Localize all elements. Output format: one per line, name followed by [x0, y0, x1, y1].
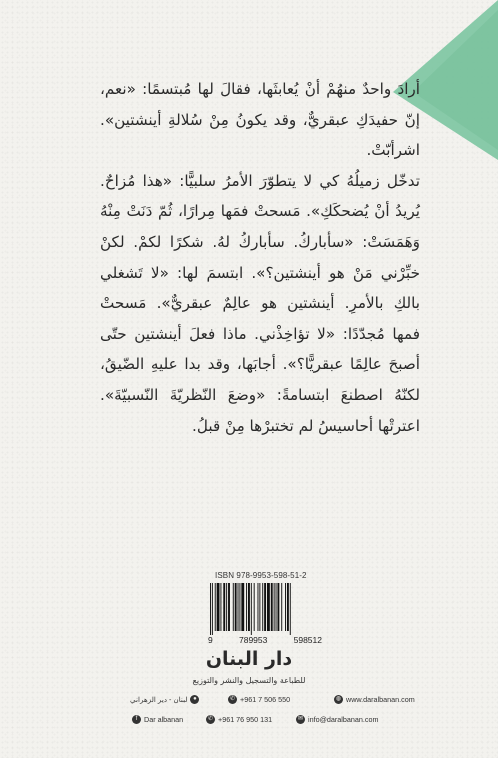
contact-web-text: www.daralbanan.com: [346, 695, 415, 704]
phone-icon: ✆: [229, 696, 236, 702]
barcode-digit-first: 9: [208, 635, 213, 645]
isbn-barcode-block: [208, 571, 322, 647]
paragraph-2: تدخّل زميلُهُ كي لا يتطوّرَ الأمرُ سلبيًّا: «هذا مُزاحٌ. يُريدُ أنْ يُضحكَكِ». مَسحتْ فمَها مِرارًا، ثُمّ دَنَتْ مِنْهُ وَهَمَسَتْ: «سأباركُ. سأباركُ لهُ. شكرًا لكمْ. لكنْ خبِّرْني مَنْ هو أينشتين؟». ابتسمَ لها: «لا تَشغلي بالكِ بالأمرِ. أينشتين هو عالِمٌ عبقريٌّ». مَسحتْ فمها مُجدّدًا: «لا تؤاخِذْني. ماذا فعلَ أينشتين حتّى أصبحَ عالِمًا عبقريًّا؟». أجابَها، وقد بدا عليهِ الضّيقُ، لكنّهُ اصطنعَ ابتسامةً: «وضعَ النّظريّةَ النّسبيّةَ». اعترتْها أحاسيسُ لم تختبرْها مِنْ قبلُ.: [100, 171, 420, 435]
contact-web: [334, 695, 415, 704]
back-cover-text: [100, 74, 420, 441]
contact-address: [130, 695, 199, 704]
isbn-label: ISBN 978-9953-598-51-2: [215, 571, 307, 580]
barcode-digits-group2: 598512: [293, 635, 322, 645]
email-icon: ✉: [297, 716, 304, 722]
contact-phone: [228, 695, 290, 704]
contact-whatsapp: [206, 715, 272, 724]
barcode-digits-group1: 789953: [238, 635, 268, 645]
contact-email-text: info@daralbanan.com: [308, 715, 379, 724]
contact-address-text: لبنان - دير الزهراني: [130, 695, 188, 704]
location-pin-icon: ●: [190, 695, 199, 704]
contact-facebook-text: Dar albanan: [144, 715, 184, 724]
paragraph-1: أرادَ واحدٌ منهُمْ أنْ يُعابثَها، فقالَ لها مُبتسمًا: «نعم، إنّ حفيدَكِ عبقريٌّ، وقد يكونُ مِنْ سُلالةِ أينشتين». اشرأبّتْ.: [100, 80, 420, 160]
contact-email: [296, 715, 378, 724]
contact-phone-text: +961 7 506 550: [240, 695, 291, 704]
contact-whatsapp-text: +961 76 950 131: [218, 715, 273, 724]
whatsapp-icon: ✆: [207, 716, 214, 722]
publisher-tagline: للطباعة والتسجيل والنشر والتوزيع: [192, 676, 306, 685]
barcode-digits: [208, 635, 322, 645]
facebook-icon: f: [132, 715, 141, 724]
globe-icon: ◍: [335, 696, 342, 702]
contact-facebook: [132, 715, 183, 724]
publisher-logo-name: دار البنان: [205, 648, 293, 670]
barcode: [208, 583, 322, 635]
